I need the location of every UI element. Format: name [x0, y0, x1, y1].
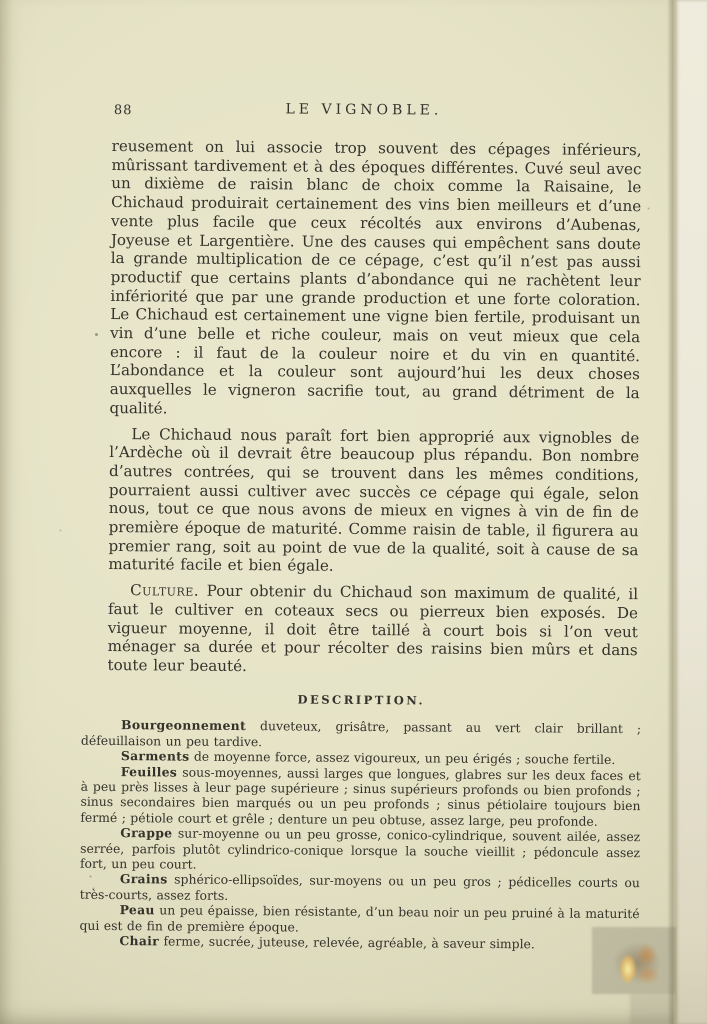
paragraph-culture: [107, 581, 638, 679]
paper-specks: [0, 0, 1, 1]
description-entry-bourgeonnement: [81, 717, 641, 752]
description-text: un peu épaisse, bien résistante, d’un beau noir un peu pruiné à la maturité qui est de fin de première époque.: [79, 902, 640, 935]
body-text: [79, 136, 642, 953]
page-header: [112, 100, 642, 126]
description-text: sur-moyenne ou un peu grosse, conico-cylindrique, souvent ailée, assez serrée, parfois plutôt cylindrico-conique lorsque la souche vieillit ; pédoncule assez fort, un peu court.: [79, 825, 641, 872]
description-heading: DESCRIPTION.: [297, 692, 426, 708]
scan-stain-watermark: [592, 927, 676, 994]
description-term: Grappe: [120, 825, 173, 841]
next-page-sliver: [675, 0, 707, 1024]
description-entry-feuilles: [80, 763, 640, 829]
culture-lead: Culture.: [130, 581, 200, 600]
description-text: ferme, sucrée, juteuse, relevée, agréable, à saveur simple.: [163, 933, 535, 952]
page-content: [79, 100, 642, 953]
description-term: Bourgeonnement: [121, 717, 247, 734]
description-text: duveteux, grisâtre, passant au vert clair brillant ; défeuillaison un peu tardive.: [80, 718, 642, 749]
description-text: de moyenne force, assez vigoureux, un peu érigés ; souche fertile.: [193, 748, 616, 768]
description-text: sphérico-ellipsoïdes, sur-moyens ou un peu gros ; pédicelles courts ou très-courts, assez forts.: [79, 871, 640, 903]
paragraph-continuation: reusement on lui associe trop souvent des cépages inférieurs, mûrissant tardivement et à des époques différentes. Cuvé seul avec un dixième de raisin blanc de choix comme la Raisaine, le Chichaud produirait certainement des vins bien meilleurs et d’une vente plus facile que ceux récoltés aux environs d’Aubenas, Joyeuse et Largentière. Une des causes qui empêchent sans doute la grande multiplication de ce cépage, c’est qu’il n’est pas aussi productif que certains plants d’abondance qui ne rachètent leur infériorité que par une grande production et une forte coloration. Le Chichaud est certainement une vigne bien fertile, produisant un vin d’une belle et riche couleur, mais on veut mieux que cela encore : il faut de la couleur noire et du vin en quantité. L’abondance et la couleur sont aujourd’hui les deux choses auxquelles le vigneron sacrifie tout, au grand détriment de la qualité.: [109, 136, 642, 418]
description-term: Chair: [119, 933, 160, 949]
culture-text: Pour obtenir du Chichaud son maximum de qualité, il faut le cultiver en coteaux secs ou pierreux bien exposés. De vigueur moyenne, il doit être taillé à court bois si l’on veut ménager sa durée et pour récolter des raisins bien mûrs et dans toute leur beauté.: [107, 581, 639, 676]
page-number: 88: [113, 103, 133, 119]
description-term: Sarments: [120, 748, 190, 764]
scan-stain-tail: [630, 994, 676, 1024]
description-entry-chair: [79, 933, 639, 953]
description-entry-peau: [79, 902, 639, 937]
running-title: LE VIGNOBLE.: [285, 101, 443, 119]
description-term: Peau: [119, 902, 155, 918]
description-entry-grains: [80, 871, 640, 906]
description-term: Grains: [119, 871, 168, 887]
paragraph-chichaud-ardeche: Le Chichaud nous paraît fort bien approprié aux vignobles de l’Ardèche où il devrait être beaucoup plus répandu. Bon nombre d’autres contrées, qui se trouvent dans les mêmes conditions, pourraient aussi cultiver avec succès ce cépage qui égale, selon nous, tout ce que nous avons de mieux en vignes à vin de fin de première époque de maturité. Comme raisin de table, il figurera au premier rang, soit au point de vue de la qualité, soit à cause de sa maturité facile et bien égale.: [108, 424, 640, 576]
description-text: sous-moyennes, aussi larges que longues, glabres sur les deux faces et à peu près lisses à leur page supérieure ; sinus supérieurs profonds ou bien profonds ; sinus secondaires bien marqués ou un peu profonds ; sinus pétiolaire toujours bien fermé ; pétiole court et grêle ; denture un peu obtuse, assez large, peu profonde.: [80, 764, 641, 829]
description-term: Feuilles: [120, 763, 178, 780]
description-entry-grappe: [80, 825, 640, 876]
description-section: [79, 688, 641, 952]
